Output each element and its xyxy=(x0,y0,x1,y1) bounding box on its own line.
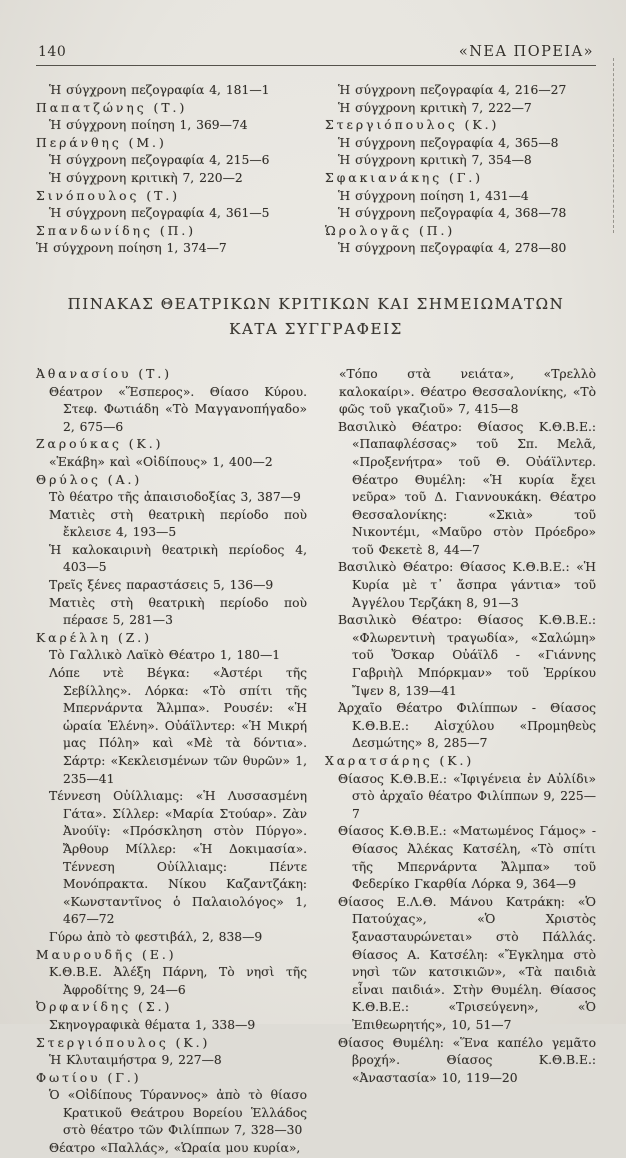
index-entry: Βασιλικὸ Θέατρο: Θίασος Κ.Θ.Β.Ε.: «Παπαφλέσσας» τοῦ Σπ. Μελᾶ, «Προξενήτρα» τοῦ Θ. Οὐάϊλντερ. Θέατρο Θυμέλη: «Ἡ κυρία ἔχει νεῦρα» τοῦ Δ. Γιαννουκάκη. Θέατρο Θεσσαλονίκης: «Σκιὰ» τοῦ Νικοντέμι, «Μαῦρο στὸν Πρόεδρο» τοῦ Φεκετὲ 8, 44—7 xyxy=(338,419,596,557)
index-entry: Ἡ σύγχρονη κριτικὴ 7, 222—7 xyxy=(338,100,532,115)
index-entry: Ἡ καλοκαιρινὴ θεατρικὴ περίοδος 4, 403—5 xyxy=(49,542,307,575)
index-entry: Θίασος Ε.Λ.Θ. Μάνου Κατράκη: «Ὁ Πατούχας», «Ὁ Χριστὸς ξανασταυρώνεται» στὸ Πάλλάς. Θίασος Α. Κατσέλη: «Ἔγκλημα στὸ νησὶ τῶν κατσικιῶν», «Τὰ παιδιὰ εἶναι παιδιά». Στὴν Θυμέλη. Θίασος Κ.Θ.Β.Ε.: «Τρισεύγενη», «Ὁ Ἐπιθεωρητής», 10, 51—7 xyxy=(338,894,596,1032)
author-heading: Χαρατσάρης (Κ.) xyxy=(325,754,475,768)
index-entry: Ἡ σύγχρονη πεζογραφία 4, 368—78 xyxy=(338,206,567,221)
author-heading: Παπατζώνης (Τ.) xyxy=(36,100,188,115)
index-entry: Θέατρον «Ἕσπερος». Θίασο Κύρου. Στεφ. Φωτιάδη «Τὸ Μαγγανοπήγαδο» 2, 675—6 xyxy=(49,384,307,434)
index-entry: Ματιὲς στὴ θεατρικὴ περίοδο ποὺ ἔκλεισε 4, 193—5 xyxy=(49,507,307,540)
main-index-right-column xyxy=(325,366,596,1158)
index-entry: «Ἑκάβη» καὶ «Οἰδίπους» 1, 400—2 xyxy=(49,454,273,469)
index-entry: Ἡ σύγχρονη πεζογραφία 4, 181—1 xyxy=(49,83,270,97)
author-heading: Στεργιόπουλος (Κ.) xyxy=(36,1035,211,1050)
index-entry: Ματιὲς στὴ θεατρικὴ περίοδο ποὺ πέρασε 5, 281—3 xyxy=(49,595,307,628)
index-entry: Γύρω ἀπὸ τὸ φεστιβάλ, 2, 838—9 xyxy=(49,929,263,944)
author-heading: Ζαρούκας (Κ.) xyxy=(36,437,164,452)
author-heading: Σφακιανάκης (Γ.) xyxy=(325,170,484,185)
margin-mark xyxy=(613,58,614,233)
index-entry: Βασιλικὸ Θέατρο: Θίασος Κ.Θ.Β.Ε.: «Φλωρεντινὴ τραγωδία», «Σαλώμη» τοῦ Ὄσκαρ Οὐάϊλδ - «Γιάννης Γαβριὴλ Μπόρκμαν» τοῦ Ἑρρίκου Ἴψεν 8, 139—41 xyxy=(338,613,596,698)
section-heading-line1: ΠΙΝΑΚΑΣ ΘΕΑΤΡΙΚΩΝ ΚΡΙΤΙΚΩΝ ΚΑΙ ΣΗΜΕΙΩΜΑΤΩΝ xyxy=(67,294,565,313)
index-entry: Ἡ σύγχρονη κριτικὴ 7, 354—8 xyxy=(338,153,532,168)
index-entry: Σκηνογραφικὰ θέματα 1, 338—9 xyxy=(49,1017,256,1032)
page-number: 140 xyxy=(38,44,67,60)
author-heading: Ὡρολογᾶς (Π.) xyxy=(325,223,456,238)
index-entry: Τέννεση Οὐίλλιαμς: «Ἡ Λυσσασμένη Γάτα». Σίλλερ: «Μαρία Στούαρ». Ζὰν Ἀνούϊγ: «Πρόσκληση στὸν Πύργο». Ἄρθουρ Μίλλερ: «Ἡ Δοκιμασία». Τέννεση Οὐίλλιαμς: Πέντε Μονόπρακτα. Νίκου Καζαντζάκη: «Κωνσταντῖνος ὁ Παλαιολόγος» 1, 467—72 xyxy=(49,789,307,927)
index-entry: Θίασος Κ.Θ.Β.Ε.: «Ἰφιγένεια ἐν Αὐλίδι» στὸ ἀρχαῖο θέατρο Φιλίππων 9, 225—7 xyxy=(338,771,596,821)
index-entry: Ὁ «Οἰδίπους Τύραννος» ἀπὸ τὸ θίασο Κρατικοῦ Θεάτρου Βορείου Ἑλλάδος στὸ θέατρο τῶν Φιλίππων 7, 328—30 xyxy=(49,1088,307,1138)
main-index-section xyxy=(36,366,596,1158)
index-entry: Ἡ Κλυταιμήστρα 9, 227—8 xyxy=(49,1053,222,1068)
index-entry: Ἡ σύγχρονη πεζογραφία 4, 215—6 xyxy=(49,153,270,168)
index-entry: Ἡ σύγχρονη πεζογραφία 4, 361—5 xyxy=(49,206,270,221)
index-entry: Βασιλικὸ Θέατρο: Θίασος Κ.Θ.Β.Ε.: «Ἡ Κυρία μὲ τ᾽ ἄσπρα γάντια» τοῦ Ἀγγέλου Τερζάκη 8, 91—3 xyxy=(338,560,596,610)
header-rule xyxy=(36,65,596,66)
index-entry: Τρεῖς ξένες παραστάσεις 5, 136—9 xyxy=(49,578,274,593)
journal-title: «ΝΕΑ ΠΟΡΕΙΑ» xyxy=(458,44,594,60)
author-heading: Ἀθανασίου (Τ.) xyxy=(36,366,173,381)
top-index-right-column xyxy=(325,82,596,258)
author-heading: Καρέλλη (Ζ.) xyxy=(36,630,153,645)
top-index-left-column xyxy=(36,82,307,258)
main-index-left-column xyxy=(36,366,307,1158)
author-heading: Θρύλος (Α.) xyxy=(36,472,143,487)
author-heading: Φωτίου (Γ.) xyxy=(36,1070,142,1085)
index-entry: Κ.Θ.Β.Ε. Ἀλέξη Πάρνη, Τὸ νησὶ τῆς Ἀφροδίτης 9, 24—6 xyxy=(49,965,307,997)
index-entry: Ἡ σύγχρονη ποίηση 1, 374—7 xyxy=(36,241,227,256)
index-entry: Τὸ θέατρο τῆς ἀπαισιοδοξίας 3, 387—9 xyxy=(49,490,301,505)
top-index-section xyxy=(36,82,596,258)
index-entry: Θέατρο «Παλλάς», «Ὡραία μου κυρία», xyxy=(49,1141,301,1156)
index-entry: Θίασος Θυμέλη: «Ἕνα καπέλο γεμᾶτο βροχή». Θίασος Κ.Θ.Β.Ε.: «Ἀναστασία» 10, 119—20 xyxy=(338,1035,596,1085)
index-entry: Ἡ σύγχρονη πεζογραφία 4, 365—8 xyxy=(338,135,559,150)
author-heading: Περάνθης (Μ.) xyxy=(36,135,167,150)
author-heading: Μαυρουδῆς (Ε.) xyxy=(36,947,177,962)
author-heading: Στεργιόπουλος (Κ.) xyxy=(325,118,500,133)
index-entry: Ἡ σύγχρονη κριτικὴ 7, 220—2 xyxy=(49,170,243,185)
index-entry: Ἀρχαῖο Θέατρο Φιλίππων - Θίασος Κ.Θ.Β.Ε.: Αἰσχύλου «Προμηθεὺς Δεσμώτης» 8, 285—7 xyxy=(338,701,596,751)
index-entry: Θίασος Κ.Θ.Β.Ε.: «Ματωμένος Γάμος» - Θίασος Ἀλέκας Κατσέλη, «Τὸ σπίτι τῆς Μπερνάρντα Ἄλμπα» τοῦ Φεδερίκο Γκαρθία Λόρκα 9, 364—9 xyxy=(338,824,596,892)
index-entry: «Τόπο στὰ νειάτα», «Τρελλὸ καλοκαίρι». Θέατρο Θεσσαλονίκης, «Τὸ φῶς τοῦ γκαζιοῦ» 7, 415—8 xyxy=(339,366,596,417)
index-entry: Ἡ σύγχρονη ποίηση 1, 431—4 xyxy=(338,188,529,203)
section-heading-line2: ΚΑΤΑ ΣΥΓΓΡΑΦΕΙΣ xyxy=(229,319,403,338)
index-entry: Ἡ σύγχρονη πεζογραφία 4, 216—27 xyxy=(338,83,567,97)
section-heading xyxy=(36,292,596,342)
index-entry: Τὸ Γαλλικὸ Λαϊκὸ Θέατρο 1, 180—1 xyxy=(49,648,281,663)
index-entry: Ἡ σύγχρονη πεζογραφία 4, 278—80 xyxy=(338,241,567,256)
index-entry: Ἡ σύγχρονη ποίηση 1, 369—74 xyxy=(49,118,248,133)
author-heading: Ὀρφανίδης (Σ.) xyxy=(36,1000,173,1015)
index-entry: Λόπε ντὲ Βέγκα: «Ἀστέρι τῆς Σεβίλλης». Λόρκα: «Τὸ σπίτι τῆς Μπερνάρντα Ἄλμπα». Ρουσέν: «Ἡ ὡραία Ἑλένη». Οὐάϊλντερ: «Ἡ Μικρή μας Πόλη» καὶ «Μὲ τὰ δόντια». Σάρτρ: «Κεκλεισμένων τῶν θυρῶν» 1, 235—41 xyxy=(49,666,307,786)
author-heading: Σινόπουλος (Τ.) xyxy=(36,188,181,203)
running-header xyxy=(36,44,596,60)
author-heading: Σπανδωνίδης (Π.) xyxy=(36,223,197,238)
